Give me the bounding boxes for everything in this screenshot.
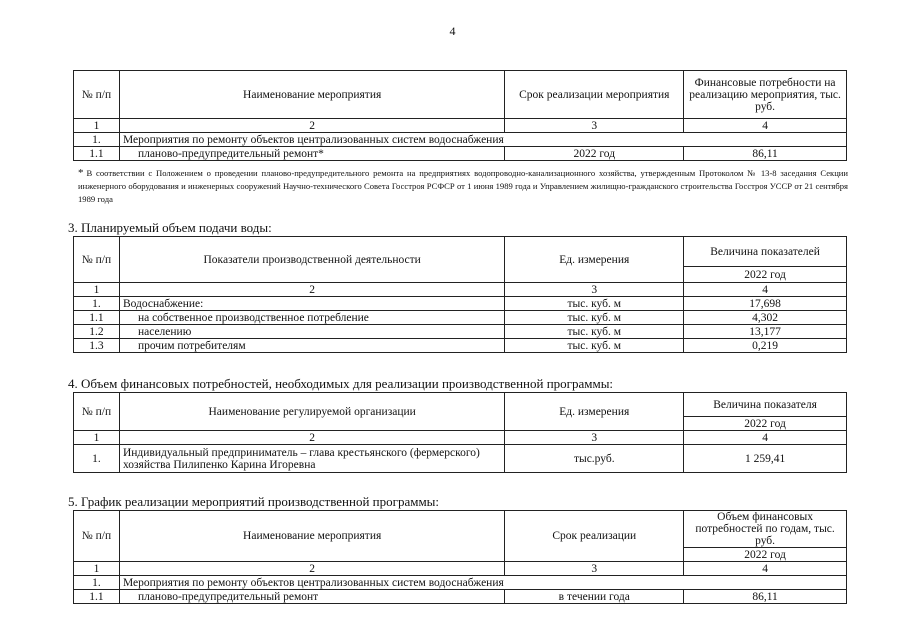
row-term: 2022 год bbox=[505, 147, 684, 161]
header-num: № п/п bbox=[74, 237, 120, 283]
row-name: на собственное производственное потребление bbox=[119, 311, 504, 325]
header-finance: Финансовые потребности на реализацию мероприятия, тыс. руб. bbox=[684, 71, 847, 119]
header-num: № п/п bbox=[74, 511, 120, 562]
row-unit: тыс. куб. м bbox=[505, 311, 684, 325]
col-number: 1 bbox=[74, 562, 120, 576]
row-num: 1.1 bbox=[74, 590, 120, 604]
row-name: Водоснабжение: bbox=[119, 297, 504, 311]
row-unit: тыс. куб. м bbox=[505, 325, 684, 339]
row-unit: тыс. куб. м bbox=[505, 297, 684, 311]
row-value: 86,11 bbox=[684, 590, 847, 604]
header-year: 2022 год bbox=[684, 267, 847, 283]
header-num: № п/п bbox=[74, 393, 120, 431]
col-number: 2 bbox=[119, 431, 504, 445]
row-value: 1 259,41 bbox=[684, 445, 847, 473]
col-number: 1 bbox=[74, 431, 120, 445]
row-organization: Индивидуальный предприниматель – глава крестьянского (фермерского) хозяйства Пилипенко Карина Игоревна bbox=[119, 445, 504, 473]
row-unit: тыс. куб. м bbox=[505, 339, 684, 353]
header-term: Срок реализации мероприятия bbox=[505, 71, 684, 119]
section-5-title: 5. График реализации мероприятий производственной программы: bbox=[68, 494, 440, 509]
row-name: планово-предупредительный ремонт* bbox=[119, 147, 504, 161]
row-name: прочим потребителям bbox=[119, 339, 504, 353]
header-unit: Ед. измерения bbox=[505, 237, 684, 283]
row-num: 1. bbox=[74, 445, 120, 473]
footnote-mark: * bbox=[78, 167, 84, 179]
header-term: Срок реализации bbox=[505, 511, 684, 562]
col-number: 1 bbox=[74, 119, 120, 133]
col-number: 4 bbox=[684, 119, 847, 133]
row-num: 1.3 bbox=[74, 339, 120, 353]
table-financial-needs bbox=[73, 392, 847, 473]
header-name: Наименование мероприятия bbox=[119, 511, 504, 562]
header-year: 2022 год bbox=[684, 417, 847, 431]
header-finance: Объем финансовых потребностей по годам, тыс. руб. bbox=[684, 511, 847, 548]
footnote-text: В соответствии с Положением о проведении планово-предупредительного ремонта на предприятиях водопроводно-канализационного хозяйства, утвержденным Протоколом № 13-8 заседания Секции инженерного оборудования и инженерных сооружений Научно-технического Совета Госстроя РСФСР от 1 июня 1989 года и Управлением жилищно-гражданского строительства Госстроя УССР от 21 сентября 1989 года bbox=[78, 168, 848, 204]
col-number: 4 bbox=[684, 562, 847, 576]
row-name: населению bbox=[119, 325, 504, 339]
header-name: Наименование мероприятия bbox=[119, 71, 504, 119]
table-schedule bbox=[73, 510, 847, 604]
col-number: 4 bbox=[684, 283, 847, 297]
row-num: 1.2 bbox=[74, 325, 120, 339]
row-term: в течении года bbox=[505, 590, 684, 604]
header-year: 2022 год bbox=[684, 548, 847, 562]
col-number: 3 bbox=[505, 119, 684, 133]
table-repair-measures bbox=[73, 70, 847, 161]
page-number: 4 bbox=[449, 24, 456, 38]
col-number: 3 bbox=[505, 283, 684, 297]
row-num: 1.1 bbox=[74, 311, 120, 325]
col-number: 4 bbox=[684, 431, 847, 445]
col-number: 3 bbox=[505, 431, 684, 445]
section-4-title: 4. Объем финансовых потребностей, необходимых для реализации производственной программы: bbox=[68, 376, 614, 391]
row-value: 86,11 bbox=[684, 147, 847, 161]
row-value: 0,219 bbox=[684, 339, 847, 353]
col-number: 3 bbox=[505, 562, 684, 576]
row-num: 1. bbox=[74, 297, 120, 311]
header-value: Величина показателя bbox=[684, 393, 847, 417]
col-number: 2 bbox=[119, 119, 504, 133]
group-num: 1. bbox=[74, 576, 120, 590]
col-number: 2 bbox=[119, 283, 504, 297]
table-water-supply bbox=[73, 236, 847, 353]
row-num: 1.1 bbox=[74, 147, 120, 161]
header-num: № п/п bbox=[74, 71, 120, 119]
row-value: 13,177 bbox=[684, 325, 847, 339]
row-name: планово-предупредительный ремонт bbox=[119, 590, 504, 604]
row-value: 17,698 bbox=[684, 297, 847, 311]
header-unit: Ед. измерения bbox=[505, 393, 684, 431]
section-3-title: 3. Планируемый объем подачи воды: bbox=[68, 220, 272, 235]
group-title: Мероприятия по ремонту объектов централизованных систем водоснабжения bbox=[119, 133, 846, 147]
col-number: 2 bbox=[119, 562, 504, 576]
header-indicator: Показатели производственной деятельности bbox=[119, 237, 504, 283]
group-num: 1. bbox=[74, 133, 120, 147]
header-organization: Наименование регулируемой организации bbox=[119, 393, 504, 431]
row-unit: тыс.руб. bbox=[505, 445, 684, 473]
header-value: Величина показателей bbox=[684, 237, 847, 267]
footnote bbox=[78, 167, 848, 206]
col-number: 1 bbox=[74, 283, 120, 297]
row-value: 4,302 bbox=[684, 311, 847, 325]
group-title: Мероприятия по ремонту объектов централизованных систем водоснабжения bbox=[119, 576, 846, 590]
